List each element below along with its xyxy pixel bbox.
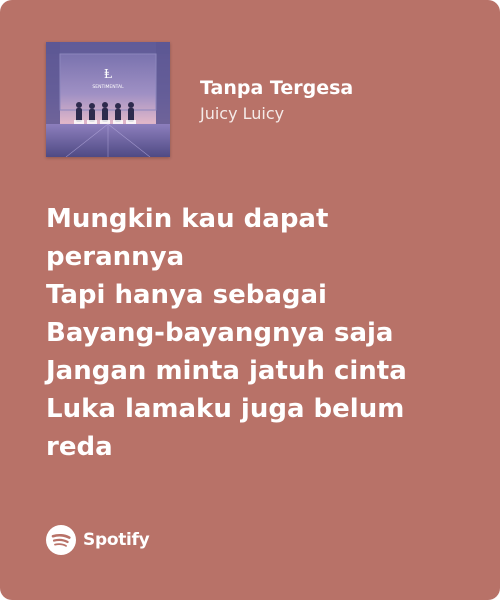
lyric-line: Mungkin kau dapat: [46, 204, 329, 234]
lyric-line: reda: [46, 432, 113, 462]
track-info: [200, 76, 353, 125]
album-art[interactable]: [46, 42, 170, 157]
lyric-line: Jangan minta jatuh cinta: [46, 356, 407, 386]
track-artist[interactable]: Juicy Luicy: [200, 104, 285, 123]
svg-text:Ⱡ: Ⱡ: [104, 67, 112, 81]
lyric-line: Bayang-bayangnya saja: [46, 318, 394, 348]
track-title[interactable]: Tanpa Tergesa: [200, 77, 354, 99]
lyric-line: perannya: [46, 242, 185, 272]
svg-text:SENTIMENTAL: SENTIMENTAL: [92, 85, 124, 90]
lyric-line: Tapi hanya sebagai: [46, 280, 327, 310]
lyrics-block: [46, 200, 466, 466]
album-art-image: [46, 42, 170, 157]
spotify-logo-icon: [46, 525, 76, 555]
lyric-line: Luka lamaku juga belum: [46, 394, 405, 424]
spotify-wordmark: Spotify: [83, 530, 150, 550]
spotify-brand[interactable]: [46, 525, 149, 555]
